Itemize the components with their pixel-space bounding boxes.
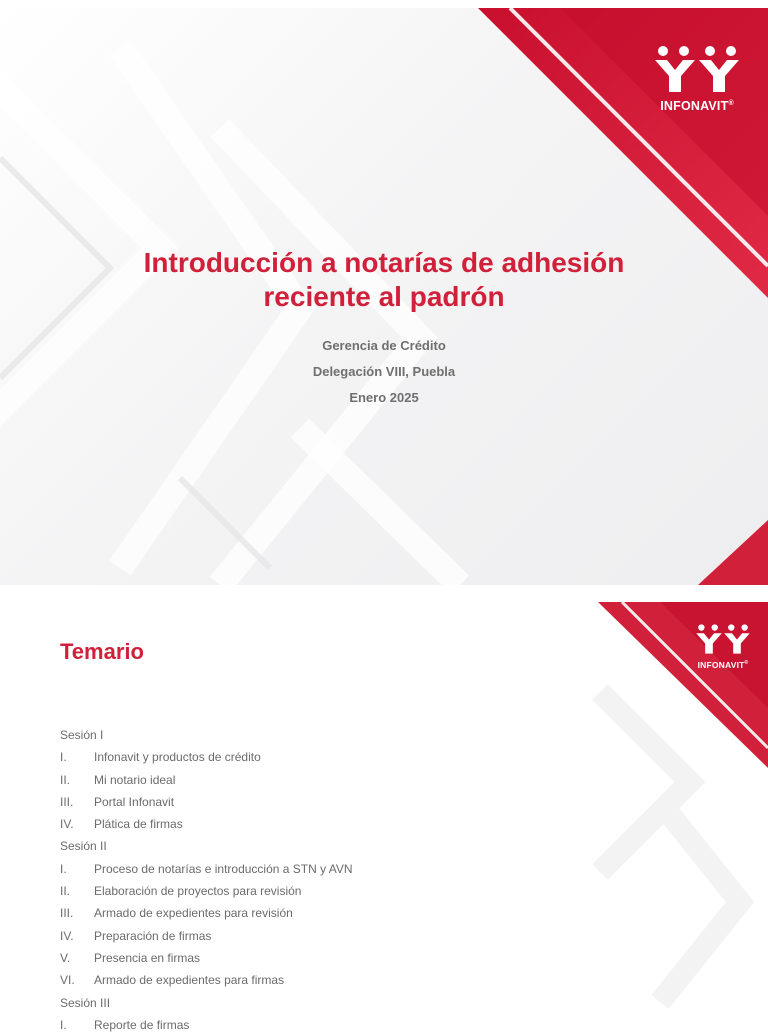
- logo-wordmark: INFONAVIT®: [660, 99, 734, 113]
- list-item: III. Portal Infonavit: [60, 794, 175, 809]
- date-text: Enero 2025: [349, 390, 419, 405]
- list-item: II. Elaboración de proyectos para revisión: [60, 884, 302, 899]
- department-text: Gerencia de Crédito: [322, 338, 446, 353]
- title-line-1: Introducción a notarías de adhesión: [143, 247, 625, 278]
- agenda-heading: Temario: [60, 639, 144, 664]
- list-item: IV. Plática de firmas: [60, 817, 183, 832]
- chevron-decoration: [0, 48, 460, 585]
- red-bottom-corner: [698, 520, 768, 585]
- chevron-decoration: [600, 692, 740, 1002]
- list-item: V. Presencia en firmas: [60, 950, 201, 965]
- delegation-text: Delegación VIII, Puebla: [312, 364, 456, 379]
- infonavit-logo: [692, 624, 754, 670]
- title-line-2: reciente al padrón: [263, 281, 505, 312]
- infonavit-figures-icon: [695, 624, 751, 654]
- agenda-list: [60, 724, 353, 1036]
- session-label: Sesión I: [60, 728, 104, 742]
- list-item: II. Mi notario ideal: [60, 772, 176, 787]
- list-item: I. Reporte de firmas: [60, 1017, 190, 1032]
- agenda-slide: [0, 602, 768, 1032]
- infonavit-figures-icon: [653, 46, 741, 92]
- list-item: III. Armado de expedientes para revisión: [60, 906, 293, 921]
- cover-slide: [0, 8, 768, 585]
- session-label: Sesión II: [60, 839, 107, 854]
- list-item: I. Proceso de notarías e introducción a STN y AVN: [60, 861, 353, 876]
- infonavit-logo: [650, 46, 744, 113]
- session-label: Sesión III: [60, 995, 111, 1010]
- list-item: IV. Preparación de firmas: [60, 928, 212, 943]
- list-item: I. Infonavit y productos de crédito: [60, 750, 261, 765]
- list-item: VI. Armado de expedientes para firmas: [60, 973, 285, 988]
- cover-title: [0, 246, 768, 314]
- logo-wordmark: INFONAVIT®: [697, 660, 749, 670]
